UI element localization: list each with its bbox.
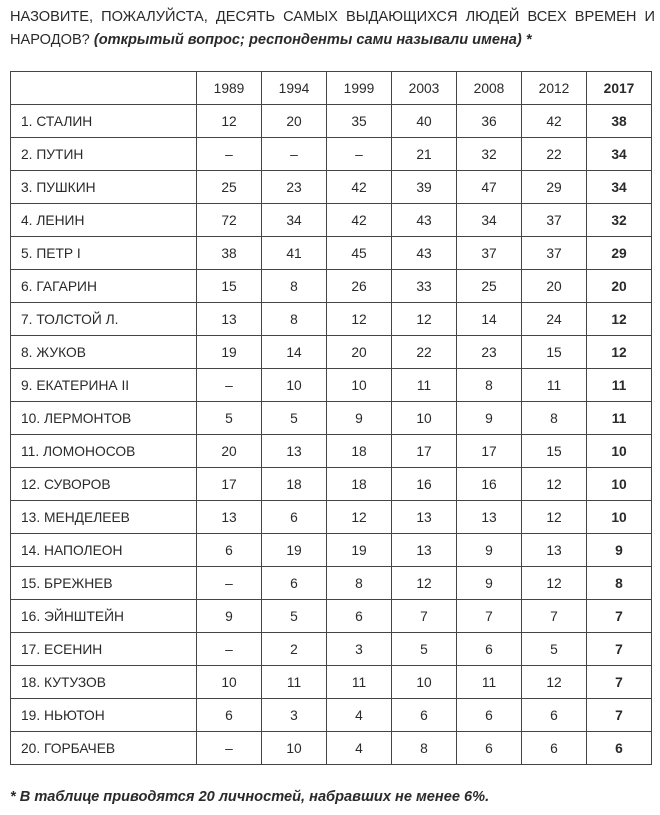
- question-text: НАЗОВИТЕ, ПОЖАЛУЙСТА, ДЕСЯТЬ САМЫХ ВЫДАЮЩИХСЯ ЛЮДЕЙ ВСЕХ ВРЕМЕН И НАРОДОВ?: [10, 9, 655, 48]
- percent-cell: 18: [327, 435, 392, 468]
- percent-cell: 6: [197, 699, 262, 732]
- percent-cell: 6: [457, 699, 522, 732]
- percent-cell: 38: [197, 237, 262, 270]
- percent-cell: 7: [587, 633, 652, 666]
- percent-cell: 38: [587, 105, 652, 138]
- percent-cell: 34: [587, 138, 652, 171]
- percent-cell: 6: [522, 732, 587, 765]
- percent-cell: 11: [262, 666, 327, 699]
- percent-cell: 13: [392, 534, 457, 567]
- percent-cell: 9: [457, 534, 522, 567]
- percent-cell: 20: [197, 435, 262, 468]
- percent-cell: 22: [392, 336, 457, 369]
- person-name-cell: 17. ЕСЕНИН: [11, 633, 197, 666]
- person-name-cell: 7. ТОЛСТОЙ Л.: [11, 303, 197, 336]
- footnote: * В таблице приводятся 20 личностей, набравших не менее 6%.: [10, 789, 490, 805]
- percent-cell: 26: [327, 270, 392, 303]
- percent-cell: 37: [522, 204, 587, 237]
- person-name-cell: 14. НАПОЛЕОН: [11, 534, 197, 567]
- percent-cell: 12: [522, 567, 587, 600]
- percent-cell: 12: [522, 468, 587, 501]
- percent-cell: 35: [327, 105, 392, 138]
- percent-cell: 14: [262, 336, 327, 369]
- table-row: [11, 633, 652, 666]
- percent-cell: 17: [392, 435, 457, 468]
- percent-cell: 11: [587, 369, 652, 402]
- percent-cell: 12: [522, 666, 587, 699]
- table-body: [11, 105, 652, 765]
- percent-cell: 4: [327, 732, 392, 765]
- percent-cell: 20: [587, 270, 652, 303]
- percent-cell: 5: [522, 633, 587, 666]
- table-row: [11, 270, 652, 303]
- person-name-cell: 15. БРЕЖНЕВ: [11, 567, 197, 600]
- table-row: [11, 303, 652, 336]
- percent-cell: 7: [457, 600, 522, 633]
- percent-cell: 10: [327, 369, 392, 402]
- person-name-cell: 8. ЖУКОВ: [11, 336, 197, 369]
- percent-cell: 29: [522, 171, 587, 204]
- person-name-cell: 1. СТАЛИН: [11, 105, 197, 138]
- percent-cell: 5: [262, 600, 327, 633]
- person-name-cell: 13. МЕНДЕЛЕЕВ: [11, 501, 197, 534]
- percent-cell: 5: [392, 633, 457, 666]
- percent-cell: 47: [457, 171, 522, 204]
- person-name-cell: 19. НЬЮТОН: [11, 699, 197, 732]
- percent-cell: 18: [327, 468, 392, 501]
- results-table: [10, 71, 652, 765]
- percent-cell: 41: [262, 237, 327, 270]
- percent-cell: 8: [392, 732, 457, 765]
- percent-cell: 42: [522, 105, 587, 138]
- table-row: [11, 435, 652, 468]
- percent-cell: 39: [392, 171, 457, 204]
- percent-cell: 6: [457, 732, 522, 765]
- percent-cell: –: [197, 138, 262, 171]
- percent-cell: 12: [392, 567, 457, 600]
- header-cell-year: 2012: [522, 72, 587, 105]
- person-name-cell: 9. ЕКАТЕРИНА II: [11, 369, 197, 402]
- percent-cell: 13: [392, 501, 457, 534]
- table-row: [11, 600, 652, 633]
- percent-cell: 10: [587, 435, 652, 468]
- percent-cell: 8: [327, 567, 392, 600]
- percent-cell: 18: [262, 468, 327, 501]
- percent-cell: 10: [197, 666, 262, 699]
- percent-cell: –: [197, 732, 262, 765]
- percent-cell: –: [197, 567, 262, 600]
- percent-cell: 14: [457, 303, 522, 336]
- percent-cell: 4: [327, 699, 392, 732]
- table-row: [11, 237, 652, 270]
- percent-cell: 6: [197, 534, 262, 567]
- header-cell-year: 2008: [457, 72, 522, 105]
- percent-cell: 22: [522, 138, 587, 171]
- percent-cell: –: [262, 138, 327, 171]
- percent-cell: 10: [262, 732, 327, 765]
- percent-cell: 12: [587, 336, 652, 369]
- person-name-cell: 2. ПУТИН: [11, 138, 197, 171]
- percent-cell: 32: [457, 138, 522, 171]
- person-name-cell: 18. КУТУЗОВ: [11, 666, 197, 699]
- percent-cell: 9: [457, 402, 522, 435]
- percent-cell: 15: [522, 336, 587, 369]
- percent-cell: 43: [392, 204, 457, 237]
- person-name-cell: 12. СУВОРОВ: [11, 468, 197, 501]
- percent-cell: 12: [587, 303, 652, 336]
- percent-cell: 11: [392, 369, 457, 402]
- percent-cell: 10: [392, 666, 457, 699]
- question-heading: [10, 6, 655, 52]
- person-name-cell: 5. ПЕТР I: [11, 237, 197, 270]
- table-row: [11, 138, 652, 171]
- percent-cell: 42: [327, 204, 392, 237]
- percent-cell: 5: [197, 402, 262, 435]
- percent-cell: 6: [262, 501, 327, 534]
- percent-cell: 43: [392, 237, 457, 270]
- percent-cell: 8: [457, 369, 522, 402]
- percent-cell: 6: [587, 732, 652, 765]
- percent-cell: 8: [522, 402, 587, 435]
- percent-cell: 9: [197, 600, 262, 633]
- percent-cell: 25: [457, 270, 522, 303]
- percent-cell: 7: [587, 600, 652, 633]
- percent-cell: 8: [587, 567, 652, 600]
- percent-cell: 17: [457, 435, 522, 468]
- percent-cell: 13: [522, 534, 587, 567]
- percent-cell: 10: [392, 402, 457, 435]
- percent-cell: 8: [262, 270, 327, 303]
- percent-cell: 17: [197, 468, 262, 501]
- percent-cell: 13: [262, 435, 327, 468]
- percent-cell: 21: [392, 138, 457, 171]
- percent-cell: 20: [327, 336, 392, 369]
- percent-cell: 10: [587, 501, 652, 534]
- table-row: [11, 468, 652, 501]
- table-row: [11, 402, 652, 435]
- percent-cell: 7: [587, 699, 652, 732]
- percent-cell: 11: [587, 402, 652, 435]
- percent-cell: 7: [587, 666, 652, 699]
- percent-cell: 13: [197, 501, 262, 534]
- percent-cell: 23: [262, 171, 327, 204]
- person-name-cell: 11. ЛОМОНОСОВ: [11, 435, 197, 468]
- table-row: [11, 534, 652, 567]
- person-name-cell: 3. ПУШКИН: [11, 171, 197, 204]
- percent-cell: –: [197, 369, 262, 402]
- table-row: [11, 105, 652, 138]
- question-note: (открытый вопрос; респонденты сами называли имена) *: [93, 32, 532, 48]
- header-cell-name: [11, 72, 197, 105]
- percent-cell: 6: [262, 567, 327, 600]
- person-name-cell: 16. ЭЙНШТЕЙН: [11, 600, 197, 633]
- percent-cell: 16: [392, 468, 457, 501]
- percent-cell: 2: [262, 633, 327, 666]
- person-name-cell: 4. ЛЕНИН: [11, 204, 197, 237]
- percent-cell: 6: [522, 699, 587, 732]
- percent-cell: 25: [197, 171, 262, 204]
- table-row: [11, 699, 652, 732]
- header-cell-year: 1999: [327, 72, 392, 105]
- percent-cell: 6: [392, 699, 457, 732]
- table-row: [11, 666, 652, 699]
- percent-cell: 19: [327, 534, 392, 567]
- header-cell-year: 2017: [587, 72, 652, 105]
- header-cell-year: 2003: [392, 72, 457, 105]
- percent-cell: 15: [522, 435, 587, 468]
- percent-cell: 12: [197, 105, 262, 138]
- percent-cell: 6: [327, 600, 392, 633]
- percent-cell: 12: [327, 501, 392, 534]
- percent-cell: 34: [457, 204, 522, 237]
- percent-cell: 11: [327, 666, 392, 699]
- percent-cell: –: [197, 633, 262, 666]
- percent-cell: 11: [522, 369, 587, 402]
- percent-cell: 45: [327, 237, 392, 270]
- percent-cell: 23: [457, 336, 522, 369]
- table-row: [11, 336, 652, 369]
- table-row: [11, 567, 652, 600]
- person-name-cell: 20. ГОРБАЧЕВ: [11, 732, 197, 765]
- percent-cell: 33: [392, 270, 457, 303]
- table-row: [11, 171, 652, 204]
- percent-cell: 20: [262, 105, 327, 138]
- table-row: [11, 369, 652, 402]
- table-header: [11, 72, 652, 105]
- percent-cell: 42: [327, 171, 392, 204]
- percent-cell: 13: [197, 303, 262, 336]
- percent-cell: 16: [457, 468, 522, 501]
- percent-cell: 32: [587, 204, 652, 237]
- percent-cell: 3: [262, 699, 327, 732]
- percent-cell: 15: [197, 270, 262, 303]
- percent-cell: 8: [262, 303, 327, 336]
- percent-cell: 5: [262, 402, 327, 435]
- percent-cell: 10: [262, 369, 327, 402]
- percent-cell: 12: [522, 501, 587, 534]
- percent-cell: 19: [197, 336, 262, 369]
- percent-cell: 19: [262, 534, 327, 567]
- percent-cell: 72: [197, 204, 262, 237]
- header-cell-year: 1989: [197, 72, 262, 105]
- percent-cell: 9: [587, 534, 652, 567]
- percent-cell: 10: [587, 468, 652, 501]
- percent-cell: 7: [522, 600, 587, 633]
- percent-cell: 12: [392, 303, 457, 336]
- header-cell-year: 1994: [262, 72, 327, 105]
- table-row: [11, 732, 652, 765]
- percent-cell: 9: [327, 402, 392, 435]
- person-name-cell: 6. ГАГАРИН: [11, 270, 197, 303]
- percent-cell: 40: [392, 105, 457, 138]
- percent-cell: 34: [587, 171, 652, 204]
- percent-cell: 7: [392, 600, 457, 633]
- percent-cell: 37: [457, 237, 522, 270]
- percent-cell: 12: [327, 303, 392, 336]
- percent-cell: 9: [457, 567, 522, 600]
- table-row: [11, 501, 652, 534]
- table-row: [11, 204, 652, 237]
- person-name-cell: 10. ЛЕРМОНТОВ: [11, 402, 197, 435]
- percent-cell: 24: [522, 303, 587, 336]
- percent-cell: 37: [522, 237, 587, 270]
- percent-cell: 6: [457, 633, 522, 666]
- percent-cell: 36: [457, 105, 522, 138]
- percent-cell: 3: [327, 633, 392, 666]
- header-row: [11, 72, 652, 105]
- percent-cell: 34: [262, 204, 327, 237]
- percent-cell: –: [327, 138, 392, 171]
- percent-cell: 13: [457, 501, 522, 534]
- percent-cell: 20: [522, 270, 587, 303]
- percent-cell: 11: [457, 666, 522, 699]
- percent-cell: 29: [587, 237, 652, 270]
